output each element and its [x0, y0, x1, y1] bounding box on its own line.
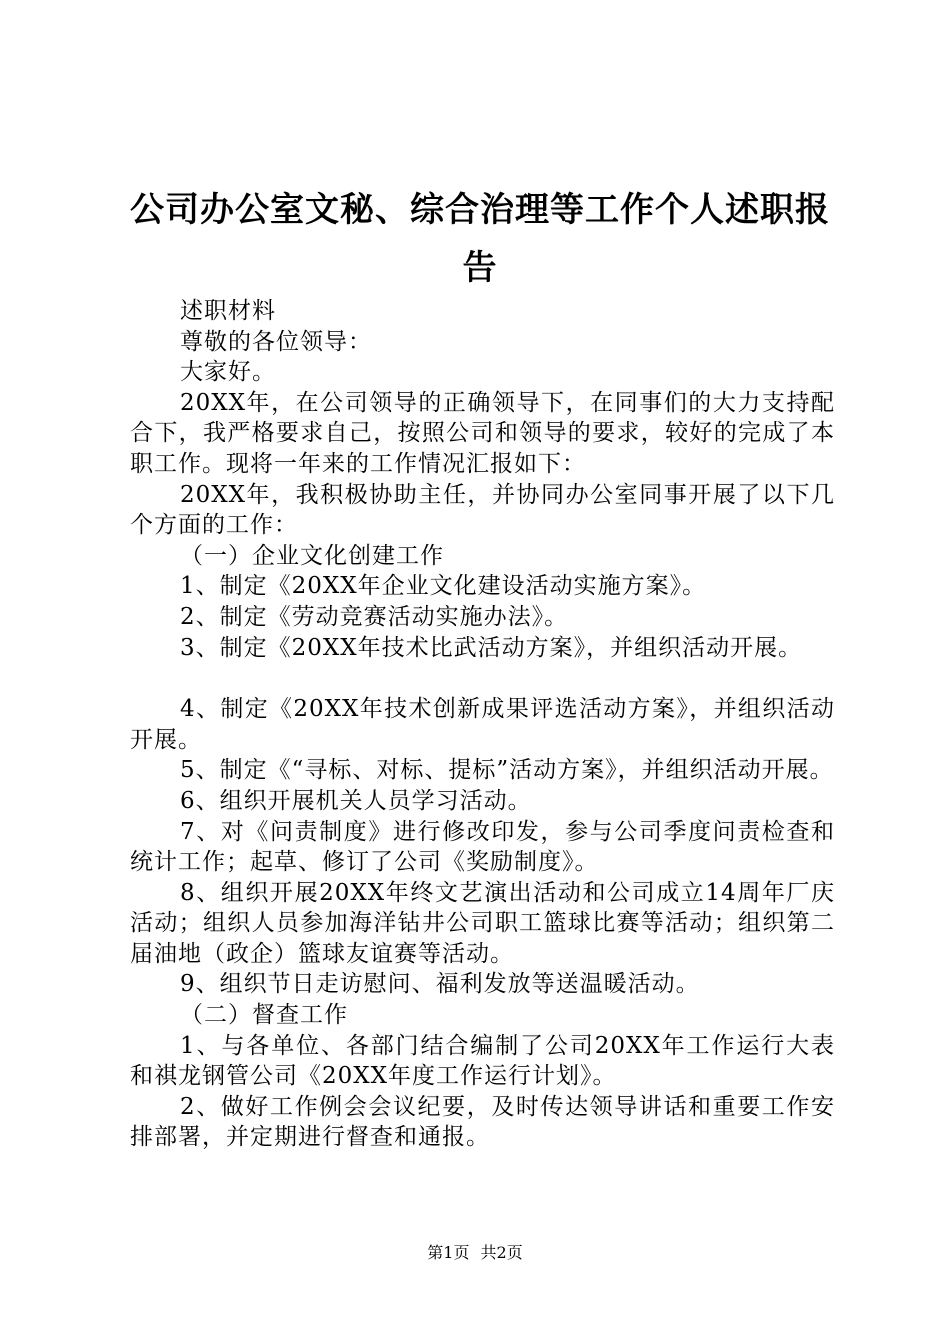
paragraph-greeting: 大家好。 [180, 359, 276, 386]
paragraph-overview: 20XX年，我积极协助主任，并协同办公室同事开展了以下几个方面的工作： [130, 481, 835, 539]
list-item: 9、组织节日走访慰问、福利发放等送温暖活动。 [180, 971, 700, 998]
list-item: 7、对《问责制度》进行修改印发，参与公司季度问责检查和统计工作；起草、修订了公司《奖励制度》。 [130, 818, 835, 876]
paragraph-salutation: 尊敬的各位领导： [180, 328, 372, 355]
list-item: 2、制定《劳动竞赛活动实施办法》。 [180, 603, 569, 630]
paragraph-heading-material: 述职材料 [180, 298, 276, 324]
document-body [130, 296, 835, 1153]
section-heading-supervision: （二）督查工作 [180, 1002, 348, 1029]
page-footer [0, 1243, 950, 1263]
document-title-line-2: 告 [462, 248, 498, 288]
list-item: 5、制定《“寻标、对标、提标”活动方案》，并组织活动开展。 [180, 757, 834, 784]
paragraph-intro: 20XX年，在公司领导的正确领导下，在同事们的大力支持配合下，我严格要求自己，按照公司和领导的要求，较好的完成了本职工作。现将一年来的工作情况汇报如下： [130, 389, 835, 477]
page-number: 第1页 [427, 1243, 470, 1262]
list-item: 6、组织开展机关人员学习活动。 [180, 787, 532, 814]
section-heading-culture: （一）企业文化创建工作 [180, 542, 444, 569]
list-item: 8、组织开展20XX年终文艺演出活动和公司成立14周年厂庆活动；组织人员参加海洋钻井公司职工篮球比赛等活动；组织第二届油地（政企）篮球友谊赛等活动。 [130, 879, 835, 967]
list-item: 1、制定《20XX年企业文化建设活动实施方案》。 [180, 573, 707, 600]
list-item: 3、制定《20XX年技术比武活动方案》，并组织活动开展。 [180, 634, 803, 661]
page-total: 共2页 [480, 1243, 523, 1262]
list-item: 4、制定《20XX年技术创新成果评选活动方案》，并组织活动开展。 [130, 696, 835, 753]
blank-line [130, 663, 835, 694]
list-item: 1、与各单位、各部门结合编制了公司20XX年工作运行大表和祺龙钢管公司《20XX年度工作运行计划》。 [130, 1032, 835, 1090]
list-item: 2、做好工作例会会议纪要，及时传达领导讲话和重要工作安排部署，并定期进行督查和通报。 [130, 1093, 835, 1151]
document-title-line-1: 公司办公室文秘、综合治理等工作个人述职报 [130, 190, 830, 230]
